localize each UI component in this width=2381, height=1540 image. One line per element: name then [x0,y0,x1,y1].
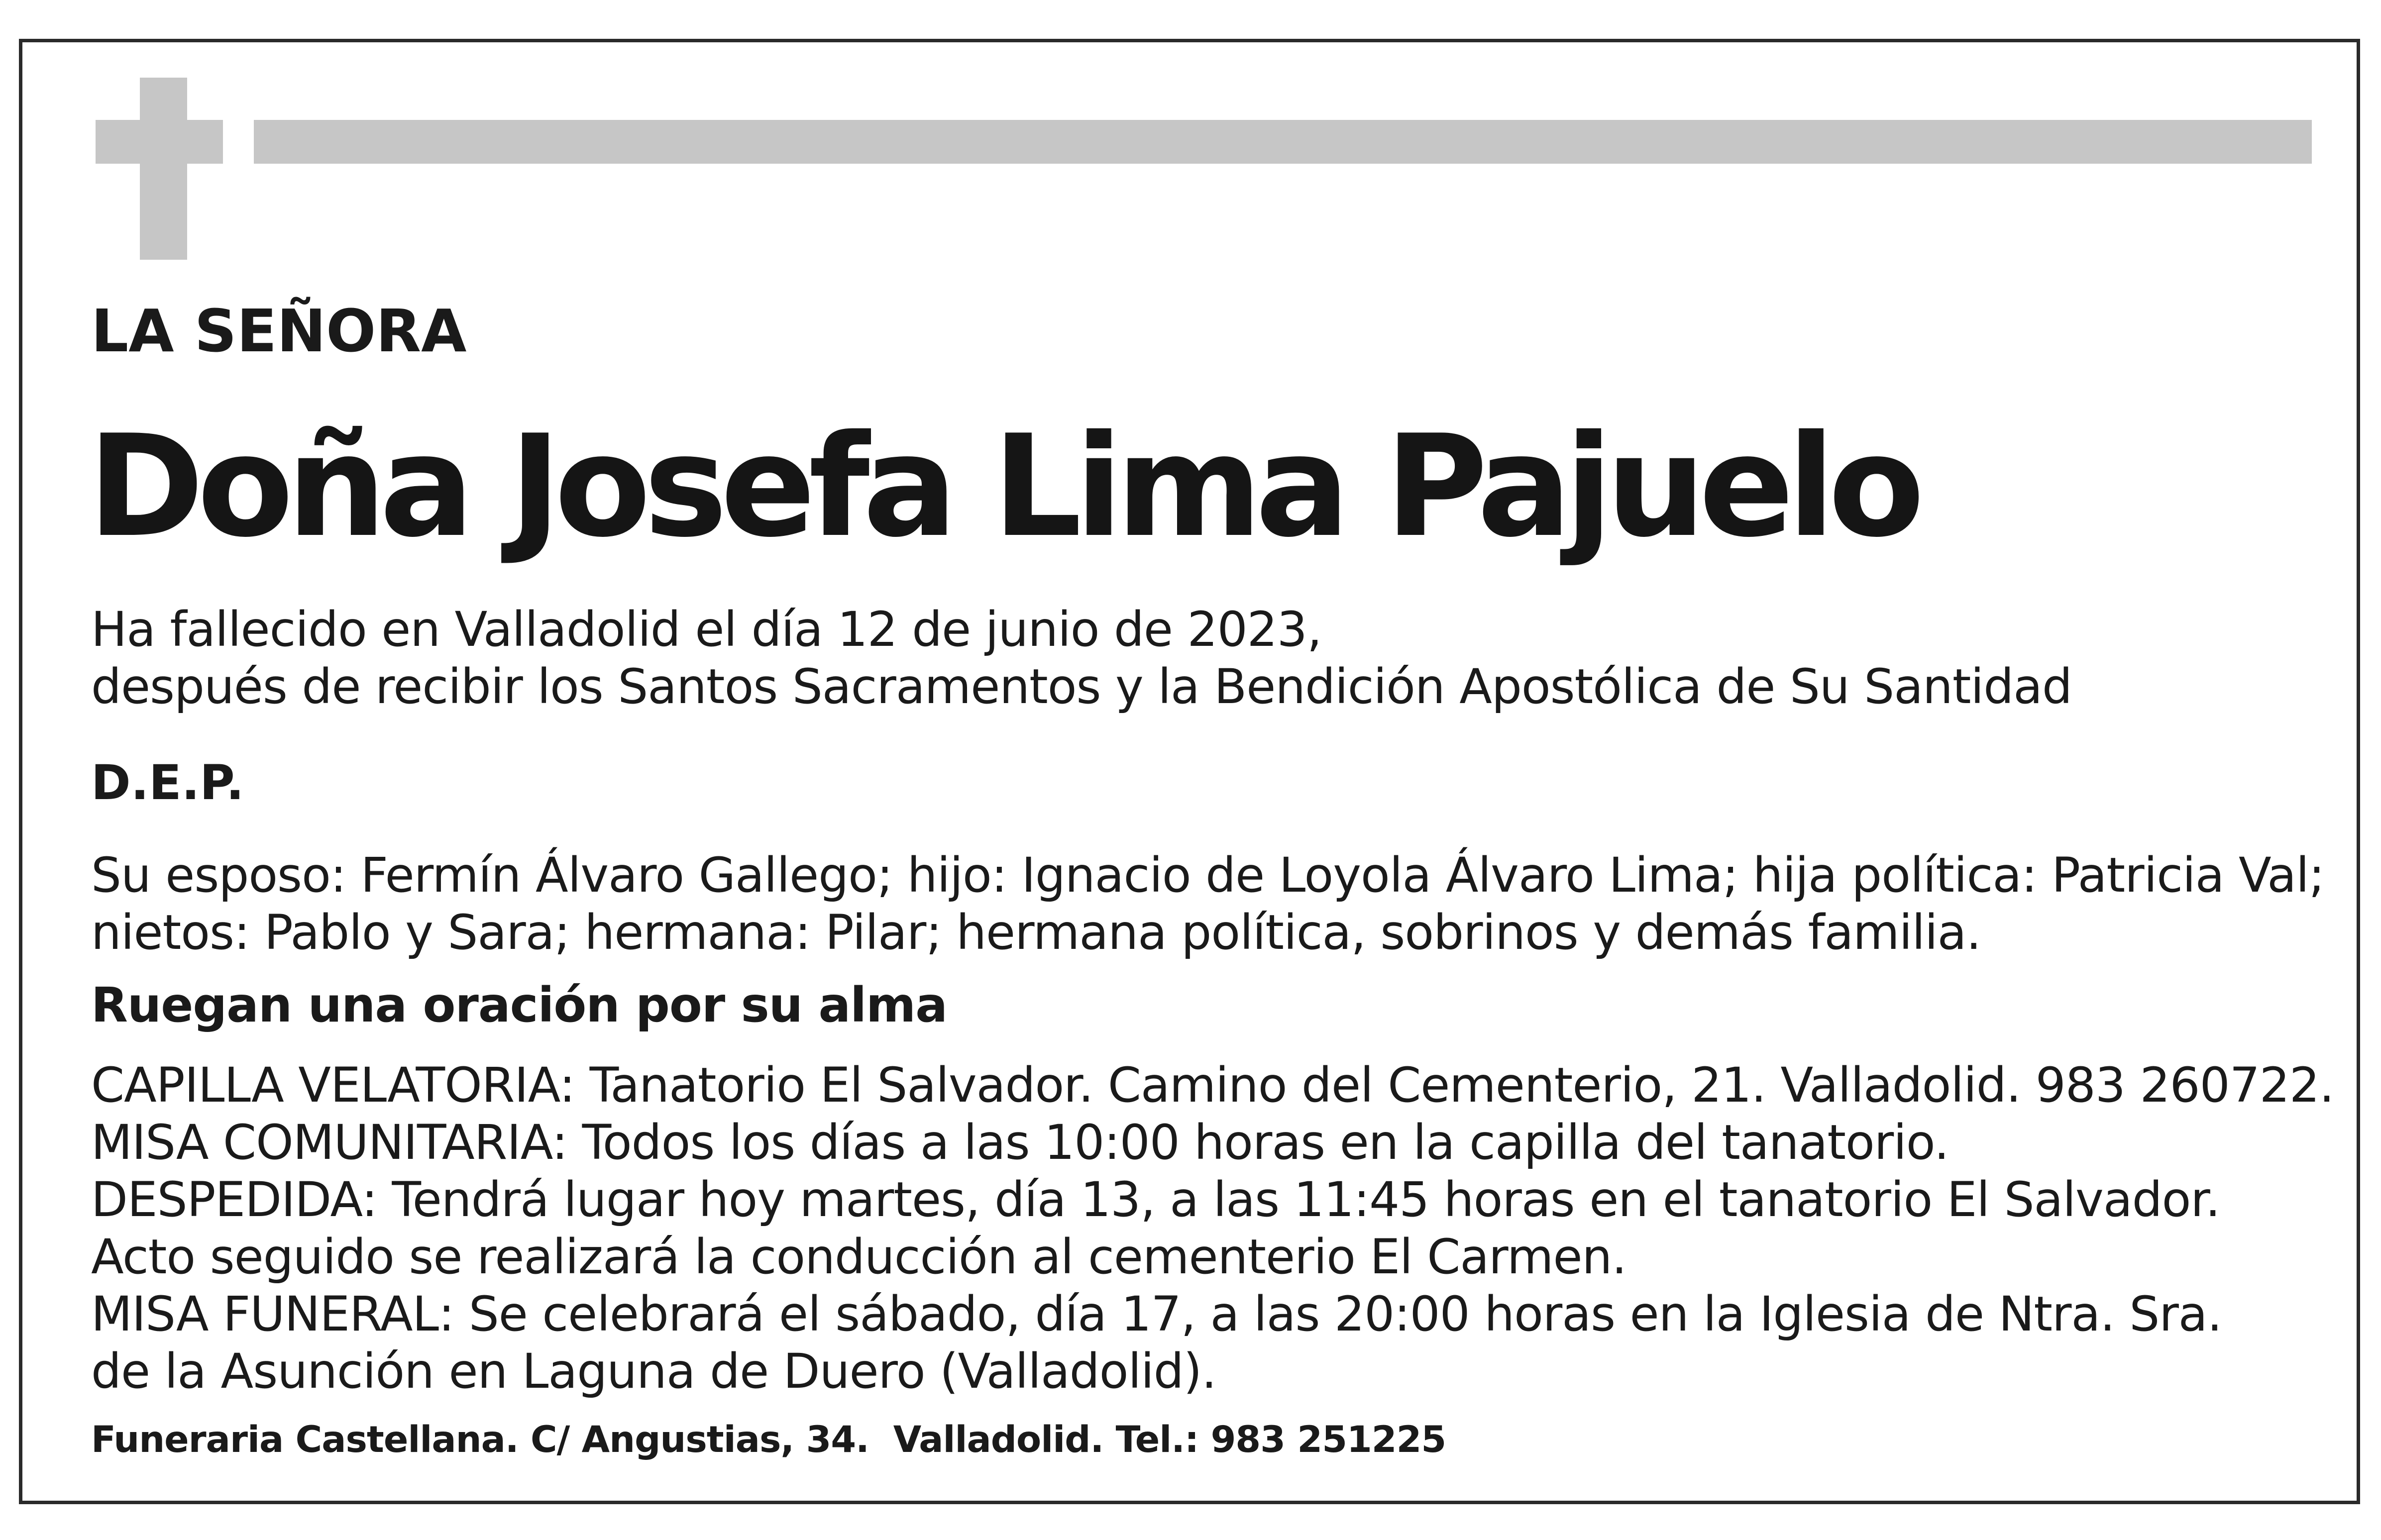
details-line: de la Asunción en Laguna de Duero (Valladolid). [91,1343,1216,1399]
announcement-line: Ha fallecido en Valladolid el día 12 de junio de 2023, [91,602,1322,657]
death-announcement [91,601,2072,716]
details-line: CAPILLA VELATORIA: Tanatorio El Salvador. Camino del Cementerio, 21. Valladolid. 983 260722. [91,1057,2334,1113]
announcement-line: después de recibir los Santos Sacramentos y la Bendición Apostólica de Su Santidad [91,659,2072,715]
notice-intro: LA SEÑORA [91,297,467,365]
details-line: Acto seguido se realizará la conducción al cementerio El Carmen. [91,1229,1626,1285]
family-list [91,847,2324,961]
header-rule [254,120,2312,164]
funeral-home-footer: Funeraria Castellana. C/ Angustias, 34. Valladolid. Tel.: 983 251225 [91,1419,1446,1461]
details-line: DESPEDIDA: Tendrá lugar hoy martes, día 13, a las 11:45 horas en el tanatorio El Salvador. [91,1172,2220,1228]
cross-horizontal-bar [96,120,223,164]
deceased-name: Doña Josefa Lima Pajuelo [88,405,1918,568]
cross-vertical-bar [140,78,187,260]
details-line: MISA FUNERAL: Se celebrará el sábado, día 17, a las 20:00 horas en la Iglesia de Ntra. Sra. [91,1286,2222,1342]
prayer-request: Ruegan una oración por su alma [91,977,947,1033]
family-line: nietos: Pablo y Sara; hermana: Pilar; hermana política, sobrinos y demás familia. [91,905,1981,960]
service-details [91,1057,2334,1400]
details-line: MISA COMUNITARIA: Todos los días a las 10:00 horas en la capilla del tanatorio. [91,1115,1949,1170]
family-line: Su esposo: Fermín Álvaro Gallego; hijo: Ignacio de Loyola Álvaro Lima; hija política: Patricia Val; [91,847,2325,903]
rip-label: D.E.P. [91,755,244,811]
